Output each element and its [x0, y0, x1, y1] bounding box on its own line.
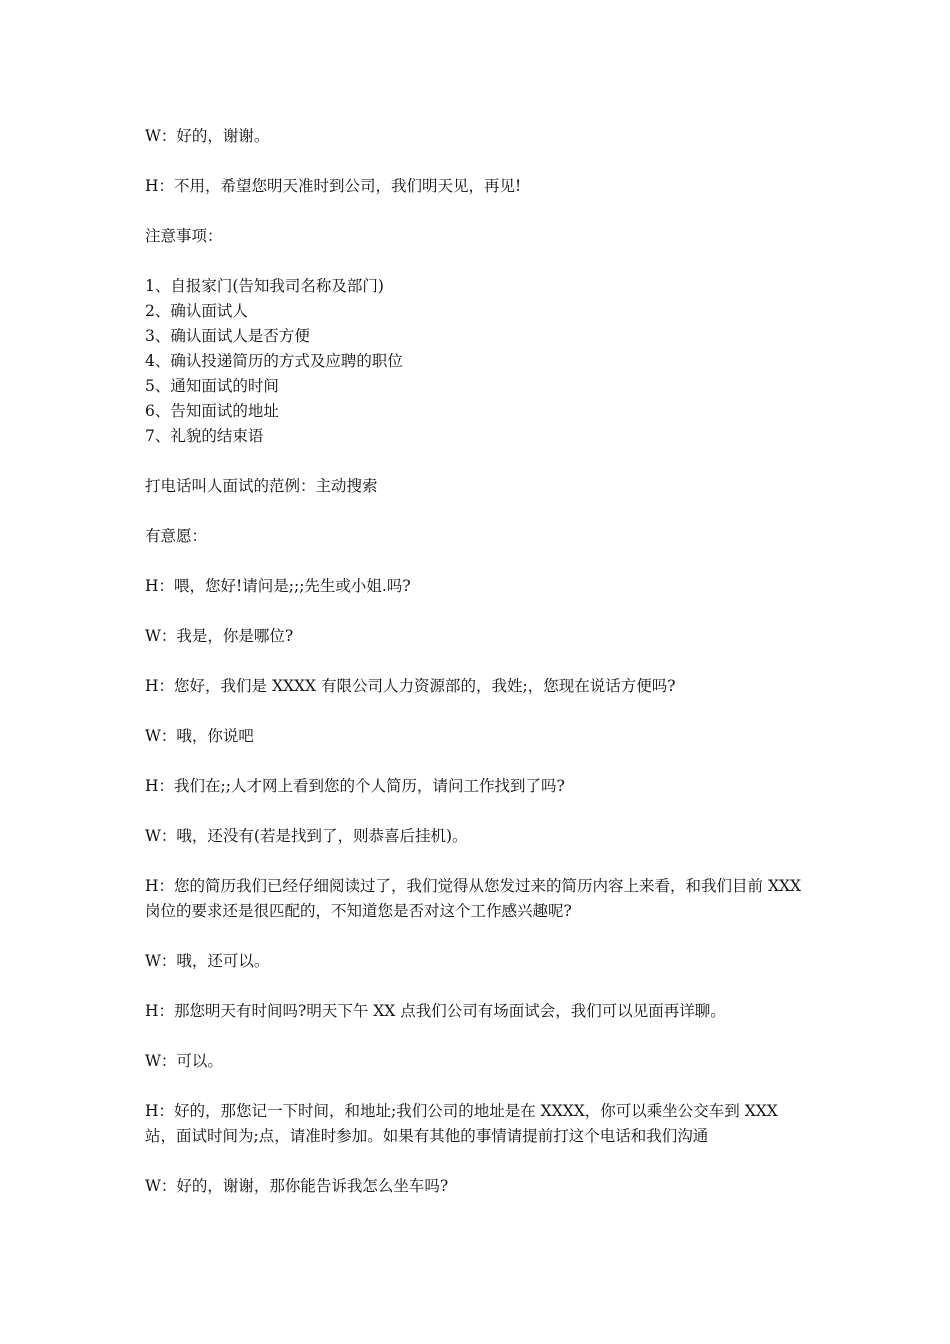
dialogue-line: W：可以。 [145, 1052, 223, 1070]
dialogue-line: H：那您明天有时间吗?明天下午 XX 点我们公司有场面试会，我们可以见面再详聊。 [145, 1002, 726, 1020]
dialogue-line: W：我是，你是哪位? [145, 627, 294, 645]
dialogue-line: H：喂，您好!请问是;;;先生或小姐.吗? [145, 577, 411, 595]
dialogue-line: W：哦，还可以。 [145, 952, 270, 970]
section-heading: 打电话叫人面试的范例：主动搜索 [145, 477, 378, 495]
notes-list [145, 274, 810, 449]
list-item: 6、告知面试的地址 [145, 402, 279, 420]
list-item: 4、确认投递简历的方式及应聘的职位 [145, 352, 403, 370]
section-heading: 注意事项： [145, 227, 223, 245]
dialogue-line: H：好的，那您记一下时间，和地址;我们公司的地址是在 XXXX，你可以乘坐公交车到 XXX 站，面试时间为;点，请准时参加。如果有其他的事情请提前打这个电话和我们沟通 [145, 1102, 778, 1145]
dialogue-line: H：您好，我们是 XXXX 有限公司人力资源部的，我姓;，您现在说话方便吗? [145, 677, 676, 695]
list-item: 1、自报家门(告知我司名称及部门) [145, 277, 384, 295]
document-body [145, 124, 810, 1224]
dialogue-line: H：您的简历我们已经仔细阅读过了，我们觉得从您发过来的简历内容上来看，和我们目前 XXX 岗位的要求还是很匹配的，不知道您是否对这个工作感兴趣呢? [145, 877, 802, 920]
list-item: 5、通知面试的时间 [145, 377, 279, 395]
dialogue-line: H：不用，希望您明天准时到公司，我们明天见，再见! [145, 177, 522, 195]
list-item: 7、礼貌的结束语 [145, 427, 264, 445]
dialogue-line: W：哦，你说吧 [145, 727, 254, 745]
dialogue-line: W：哦，还没有(若是找到了，则恭喜后挂机)。 [145, 827, 468, 845]
list-item: 3、确认面试人是否方便 [145, 327, 310, 345]
list-item: 2、确认面试人 [145, 302, 248, 320]
dialogue-line: W：好的，谢谢。 [145, 127, 270, 145]
dialogue-line: W：好的，谢谢，那你能告诉我怎么坐车吗? [145, 1177, 449, 1195]
dialogue-line: H：我们在;;人才网上看到您的个人简历，请问工作找到了吗? [145, 777, 565, 795]
section-heading: 有意愿： [145, 527, 208, 545]
